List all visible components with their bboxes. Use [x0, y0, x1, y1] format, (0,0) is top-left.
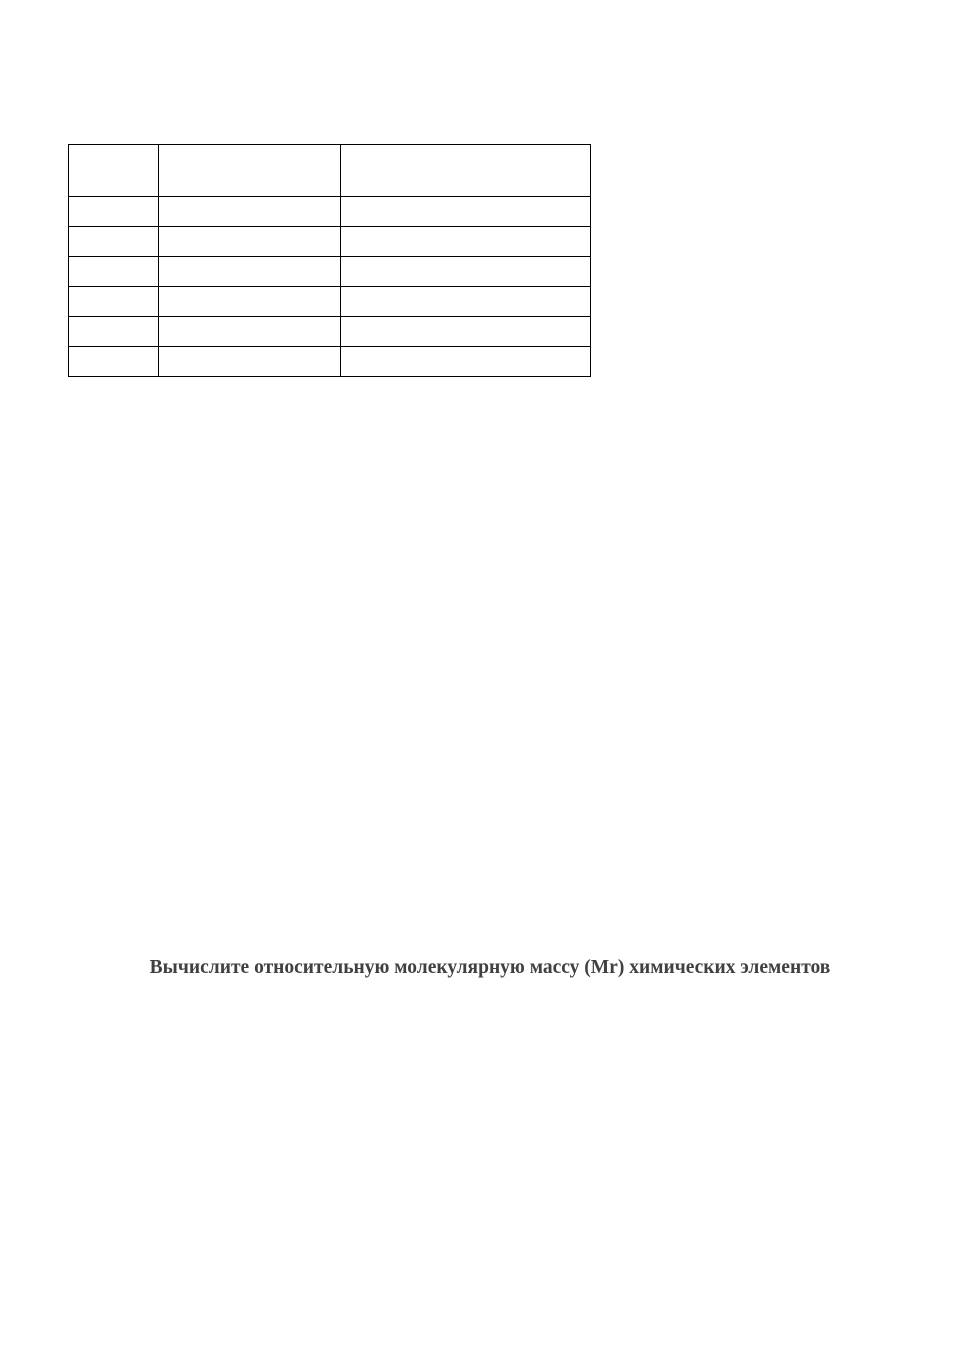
table-cell — [69, 347, 159, 377]
table-cell — [159, 287, 341, 317]
table-row — [69, 287, 591, 317]
table-cell — [341, 227, 591, 257]
table-cell — [341, 257, 591, 287]
table-row — [69, 257, 591, 287]
blank-table — [68, 144, 591, 377]
table-cell — [69, 145, 159, 197]
table-cell — [341, 197, 591, 227]
table-cell — [69, 317, 159, 347]
table-row — [69, 347, 591, 377]
table-cell — [341, 347, 591, 377]
table-row — [69, 227, 591, 257]
table-cell — [159, 347, 341, 377]
table-row — [69, 197, 591, 227]
table-cell — [159, 227, 341, 257]
table-cell — [69, 227, 159, 257]
table-cell — [341, 145, 591, 197]
table-cell — [69, 257, 159, 287]
table-cell — [159, 257, 341, 287]
table-row — [69, 317, 591, 347]
instruction-heading: Вычислите относительную молекулярную массу (Mr) химических элементов — [149, 957, 831, 978]
table-cell — [69, 197, 159, 227]
table-cell — [159, 317, 341, 347]
table-header-row — [69, 145, 591, 197]
table-cell — [341, 317, 591, 347]
table-cell — [159, 197, 341, 227]
table-cell — [341, 287, 591, 317]
table-cell — [69, 287, 159, 317]
table-cell — [159, 145, 341, 197]
